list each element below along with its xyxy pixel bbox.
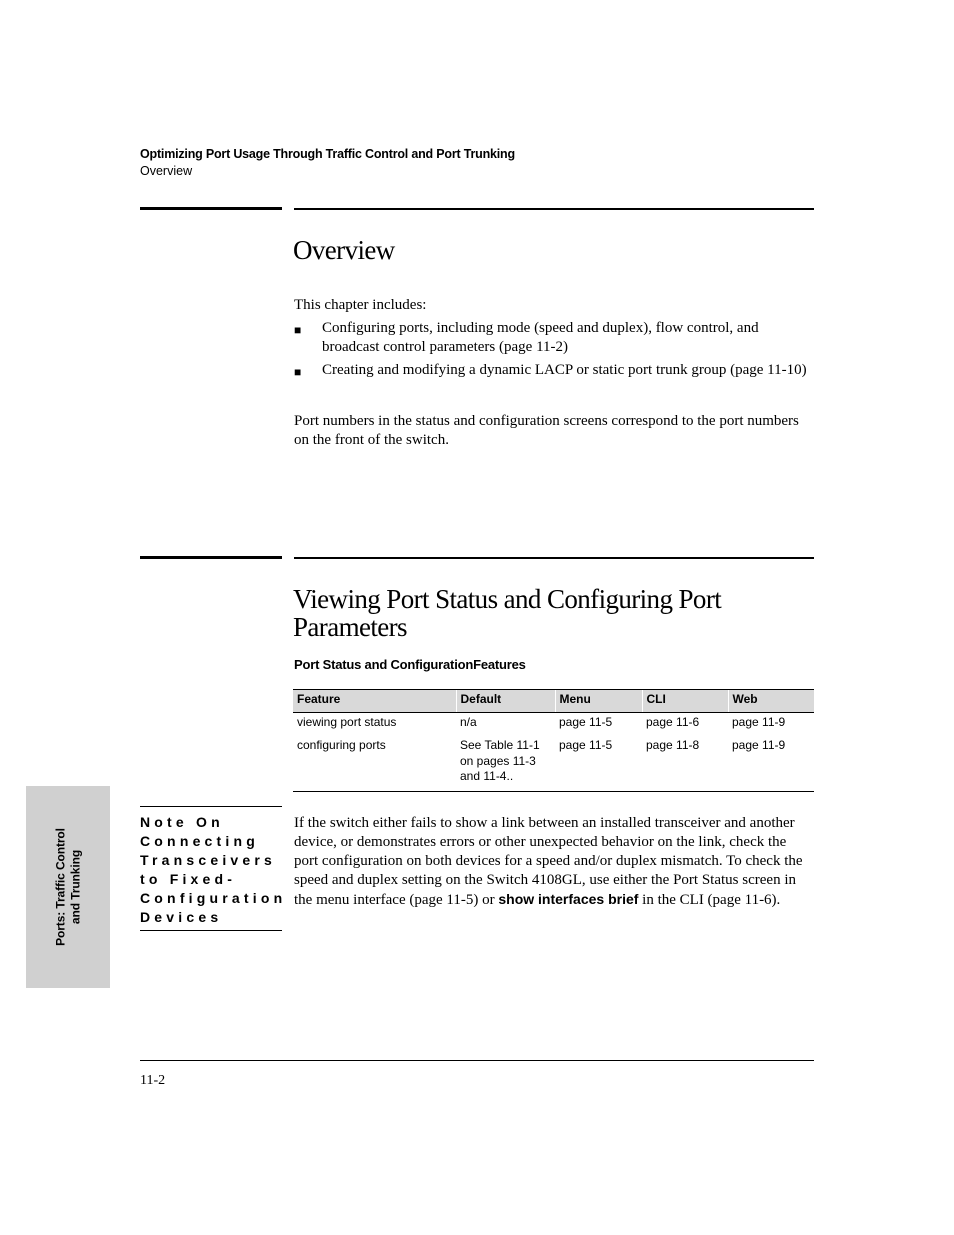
table-cell: configuring ports (293, 736, 456, 791)
side-tab-line: and Trunking (68, 849, 82, 925)
note-text-before: If the switch either fails to show a link between an installed transceiver and another device, or demonstrates errors or other unexpected behavior on the link, check the port configuration on both devices for a speed and/or duplex mismatch. To check the speed and duplex setting on the Switch 4108GL, use either the Port Status screen in the menu interface (page 11-5) or (294, 815, 803, 908)
table-cell: page 11-5 (555, 736, 642, 791)
table-row (293, 712, 814, 736)
list-item-text: Configuring ports, including mode (speed and duplex), flow control, and broadcast control parameters (page 11-2) (322, 320, 759, 355)
viewing-heading-line2: Parameters (293, 612, 407, 642)
note-text (294, 814, 814, 910)
table-cell: page 11-8 (642, 736, 728, 791)
note-rule-top (140, 806, 282, 807)
side-tab-line: Ports: Traffic Control (53, 828, 68, 946)
overview-intro: This chapter includes: (294, 297, 427, 313)
page-number: 11-2 (140, 1073, 166, 1088)
chapter-side-tab-label (54, 828, 83, 946)
column-header-cli: CLI (642, 690, 728, 713)
column-header-menu: Menu (555, 690, 642, 713)
note-text-after: in the CLI (page 11-6). (638, 892, 781, 908)
table-cell: n/a (460, 714, 477, 729)
note-label-line: Connecting (140, 833, 259, 849)
column-header-web: Web (728, 690, 814, 713)
table-row (293, 736, 814, 791)
bullet-icon: ■ (294, 365, 302, 379)
running-header-title: Optimizing Port Usage Through Traffic Control and Port Trunking (140, 147, 515, 161)
section-rule-right (294, 557, 814, 559)
bullet-icon: ■ (294, 323, 302, 337)
running-header-section: Overview (140, 164, 193, 178)
table-title: Port Status and ConfigurationFeatures (294, 657, 526, 672)
chapter-side-tab (26, 786, 110, 988)
note-command: show interfaces brief (498, 891, 639, 907)
note-rule-bottom (140, 930, 282, 931)
list-item (294, 361, 814, 401)
table-cell: page 11-6 (646, 714, 700, 729)
section-rule-left (140, 556, 282, 559)
viewing-heading (293, 585, 721, 641)
note-label-line: Devices (140, 909, 223, 925)
features-table (293, 689, 814, 792)
table-cell: See Table 11-1 on pages 11-3 and 11-4.. (456, 736, 555, 791)
overview-heading: Overview (293, 235, 395, 265)
overview-paragraph: Port numbers in the status and configuration screens correspond to the port numbers on the front of the switch. (294, 413, 799, 448)
footer-rule (140, 1060, 814, 1061)
viewing-heading-line1: Viewing Port Status and Configuring Port (293, 584, 722, 614)
note-label (140, 813, 287, 927)
table-header-row (293, 690, 814, 713)
note-label-line: Note On (140, 814, 224, 830)
column-header-feature: Feature (293, 690, 456, 713)
note-label-line: Configuration (140, 890, 287, 906)
table-cell: page 11-9 (732, 714, 786, 729)
section-rule-right (294, 208, 814, 210)
list-item-text: Creating and modifying a dynamic LACP or static port trunk group (page 11-10) (322, 362, 807, 378)
table-cell: page 11-9 (728, 736, 814, 791)
column-header-default: Default (456, 690, 555, 713)
section-rule-left (140, 207, 282, 210)
list-item (294, 319, 814, 359)
note-label-line: to Fixed- (140, 871, 237, 887)
table-cell: viewing port status (297, 714, 397, 729)
table-cell: page 11-5 (559, 714, 613, 729)
note-label-line: Transceivers (140, 852, 277, 868)
